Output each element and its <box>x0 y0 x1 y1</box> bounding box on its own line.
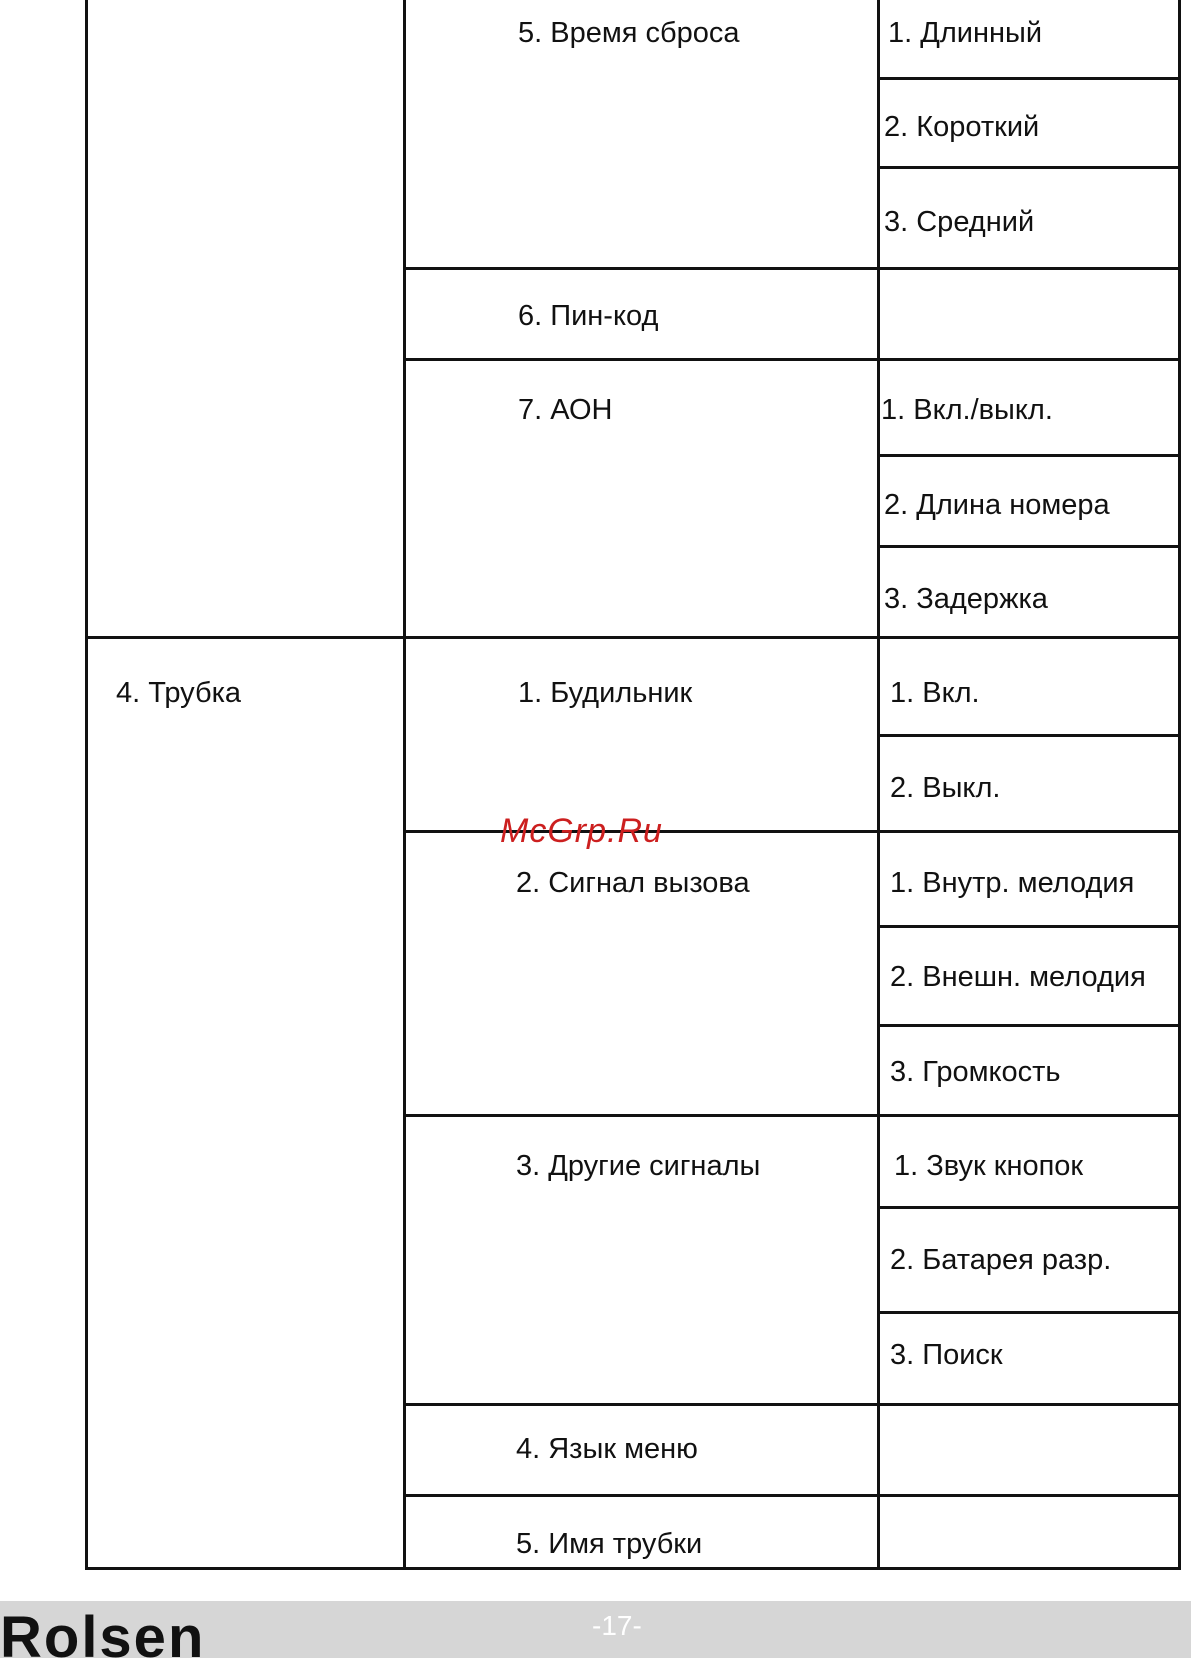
subrow-divider <box>877 545 1181 548</box>
subrow-divider <box>877 1206 1181 1209</box>
menu-level2-item: 5. Время сброса <box>518 17 740 49</box>
row-divider <box>403 1403 1181 1406</box>
table-border-bottom <box>85 1567 1181 1570</box>
row-divider <box>403 267 1181 270</box>
menu-level3-item: 2. Внешн. мелодия <box>890 961 1146 993</box>
menu-level3-item: 3. Средний <box>884 206 1035 238</box>
menu-level3-item: 3. Громкость <box>890 1056 1061 1088</box>
page-number: -17- <box>592 1610 642 1641</box>
menu-level3-item: 2. Батарея разр. <box>890 1244 1112 1276</box>
menu-level2-item: 2. Сигнал вызова <box>516 867 750 899</box>
menu-level3-item: 3. Поиск <box>890 1339 1003 1371</box>
row-divider <box>403 1494 1181 1497</box>
menu-level2-item: 6. Пин-код <box>518 300 659 332</box>
subrow-divider <box>877 1024 1181 1027</box>
menu-level2-item: 3. Другие сигналы <box>516 1150 761 1182</box>
menu-level3-item: 3. Задержка <box>884 583 1048 615</box>
brand-logo: Rolsen <box>0 1605 206 1670</box>
watermark: McGrp.Ru <box>500 812 663 850</box>
table-border-right <box>1178 0 1181 1570</box>
subrow-divider <box>877 166 1181 169</box>
menu-level3-item: 1. Вкл. <box>890 677 980 709</box>
row-divider <box>403 1114 1181 1117</box>
menu-level3-item: 1. Вкл./выкл. <box>881 394 1053 426</box>
menu-level3-item: 2. Выкл. <box>890 772 1001 804</box>
menu-level3-item: 1. Внутр. мелодия <box>890 867 1135 899</box>
subrow-divider <box>877 925 1181 928</box>
subrow-divider <box>877 734 1181 737</box>
menu-level2-item: 1. Будильник <box>518 677 693 709</box>
menu-level1-item: 4. Трубка <box>116 677 242 709</box>
menu-level2-item: 5. Имя трубки <box>516 1528 703 1560</box>
table-border-left <box>85 0 88 1570</box>
subrow-divider <box>877 454 1181 457</box>
menu-level2-item: 7. АОН <box>518 394 613 426</box>
subrow-divider <box>877 77 1181 80</box>
row-divider <box>403 358 1181 361</box>
menu-level3-item: 1. Звук кнопок <box>894 1150 1084 1182</box>
menu-level3-item: 1. Длинный <box>888 17 1043 49</box>
menu-level3-item: 2. Длина номера <box>884 489 1110 521</box>
row-divider-section <box>85 636 1181 639</box>
menu-level3-item: 2. Короткий <box>884 111 1040 143</box>
column-divider-2 <box>877 0 880 1570</box>
column-divider-1 <box>403 0 406 1570</box>
menu-level2-item: 4. Язык меню <box>516 1433 698 1465</box>
subrow-divider <box>877 1311 1181 1314</box>
